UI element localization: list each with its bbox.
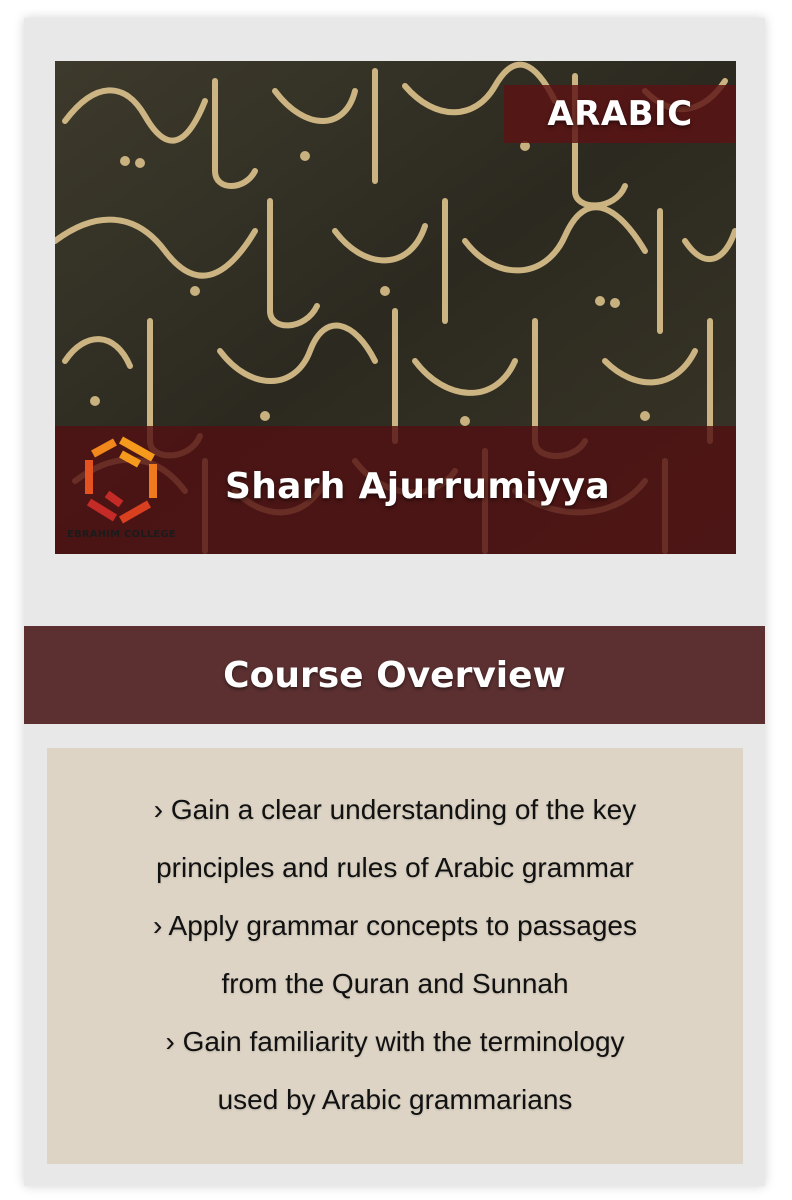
overview-header [24, 626, 765, 724]
overview-line: principles and rules of Arabic grammar [156, 852, 634, 883]
overview-list [47, 781, 743, 1129]
overview-line: from the Quran and Sunnah [221, 968, 569, 999]
course-hero-image [55, 61, 736, 554]
course-title: Sharh Ajurrumiyya [225, 466, 610, 507]
overview-body [47, 748, 743, 1164]
course-category: ARABIC [547, 94, 693, 134]
overview-line: › Gain a clear understanding of the key [153, 794, 637, 825]
category-banner [504, 85, 736, 143]
overview-line: used by Arabic grammarians [217, 1084, 573, 1115]
ebrahim-college-hexagon-icon [81, 434, 161, 524]
overview-line: › Apply grammar concepts to passages [152, 910, 637, 941]
college-name: EBRAHIM COLLEGE [67, 529, 176, 540]
overview-title: Course Overview [223, 654, 566, 696]
college-logo [67, 434, 176, 546]
title-banner [55, 426, 736, 554]
overview-line: › Gain familiarity with the terminology [165, 1026, 625, 1057]
